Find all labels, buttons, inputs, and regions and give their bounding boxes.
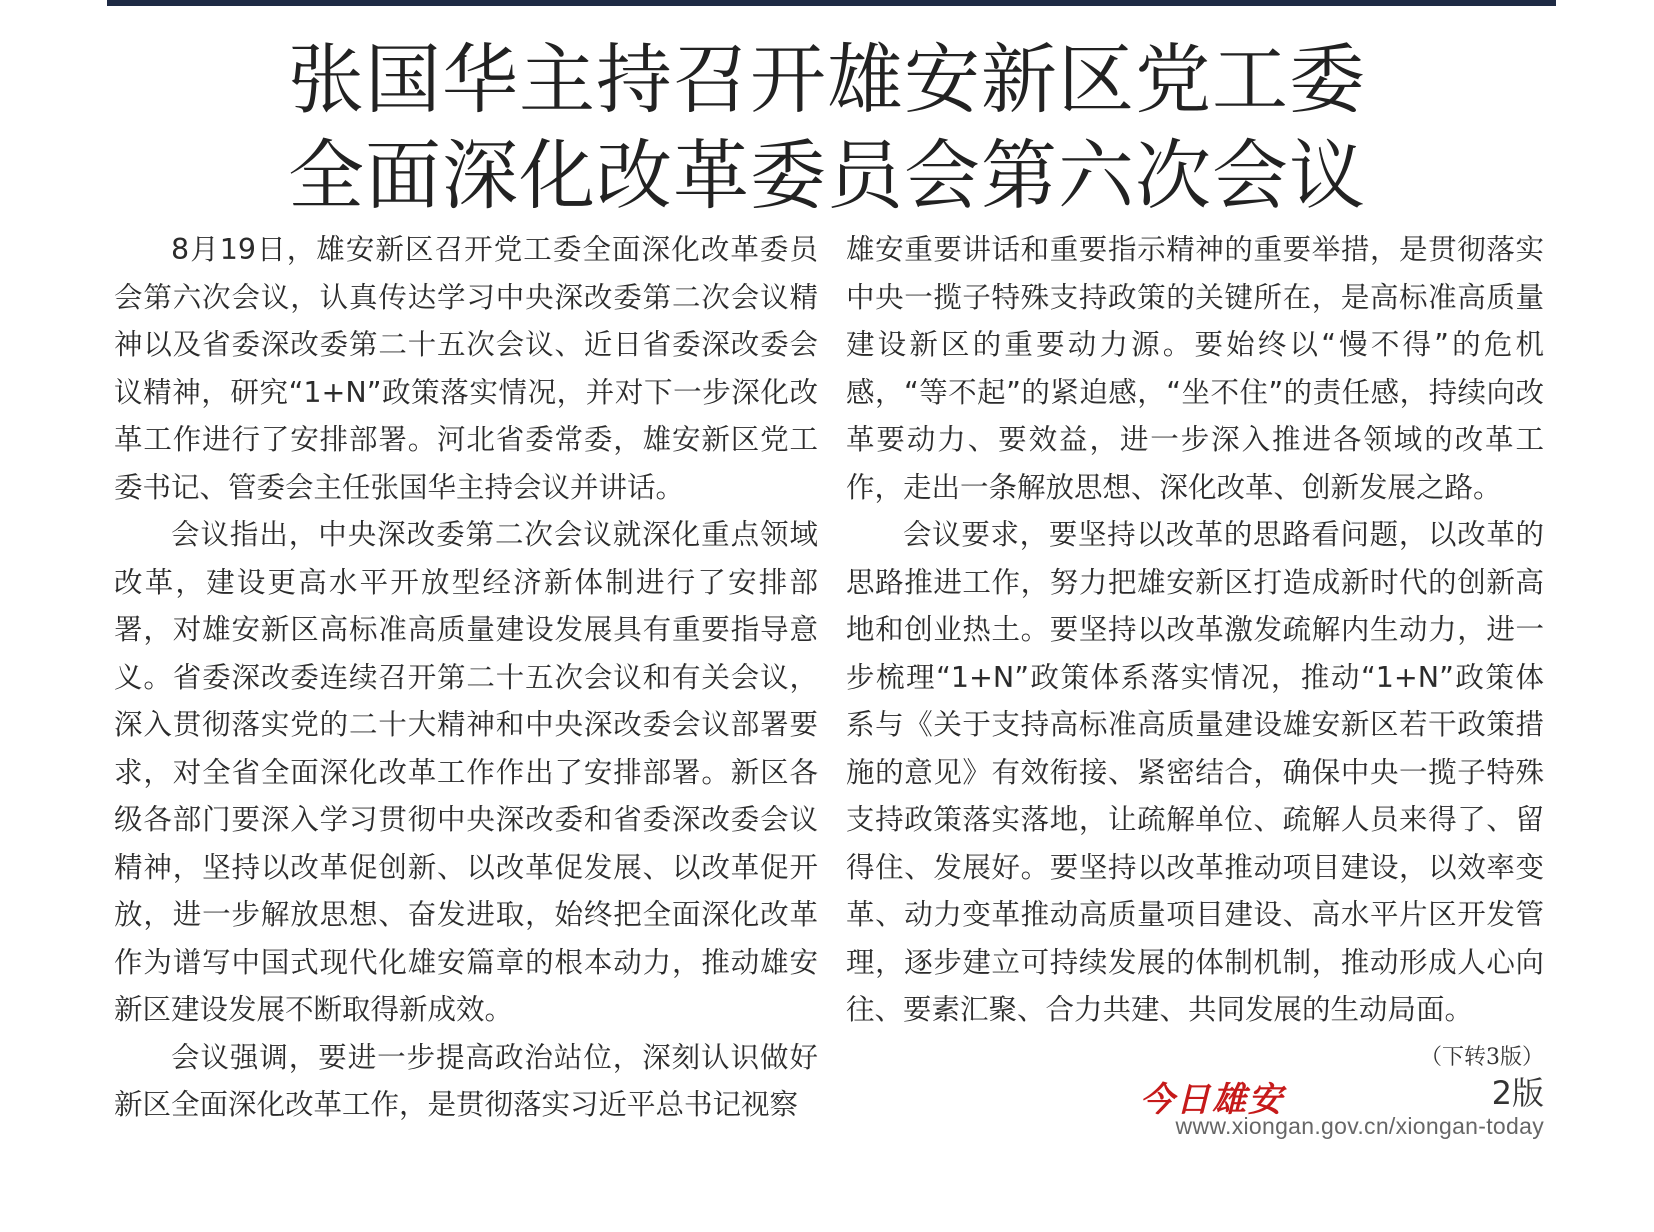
headline-line-1: 张国华主持召开雄安新区党工委 (288, 35, 1366, 124)
top-rule (107, 0, 1556, 6)
masthead (1140, 1072, 1544, 1120)
right-column (846, 226, 1544, 1081)
headline (0, 32, 1654, 224)
continued-note: （下转3版） (1420, 1044, 1544, 1070)
site-url: www.xiongan.gov.cn/xiongan-today (1175, 1113, 1544, 1139)
paragraph: 8月19日，雄安新区召开党工委全面深化改革委员会第六次会议，认真传达学习中央深改委第二次会议精神以及省委深改委第二十五次会议、近日省委深改委会议精神，研究“1+N”政策落实情况，并对下一步深化改革工作进行了安排部署。河北省委常委，雄安新区党工委书记、管委会主任张国华主持会议并讲话。 (114, 233, 818, 504)
left-column (114, 226, 818, 1129)
paragraph: 会议指出，中央深改委第二次会议就深化重点领域改革，建设更高水平开放型经济新体制进行了安排部署，对雄安新区高标准高质量建设发展具有重要指导意义。省委深改委连续召开第二十五次会议和有关会议，深入贯彻落实党的二十大精神和中央深改委会议部署要求，对全省全面深化改革工作作出了安排部署。新区各级各部门要深入学习贯彻中央深改委和省委深改委会议精神，坚持以改革促创新、以改革促发展、以改革促开放，进一步解放思想、奋发进取，始终把全面深化改革作为谱写中国式现代化雄安篇章的根本动力，推动雄安新区建设发展不断取得新成效。 (114, 518, 818, 1026)
page-number: 2版 (1491, 1074, 1544, 1112)
masthead-logo: 今日雄安 (1140, 1080, 1284, 1120)
paragraph: 会议强调，要进一步提高政治站位，深刻认识做好新区全面深化改革工作，是贯彻落实习近平总书记视察 (114, 1040, 818, 1121)
headline-line-2: 全面深化改革委员会第六次会议 (288, 131, 1366, 220)
paragraph-text: 会议要求，要坚持以改革的思路看问题，以改革的思路推进工作，努力把雄安新区打造成新时代的创新高地和创业热土。要坚持以改革激发疏解内生动力，进一步梳理“1+N”政策体系落实情况，推动“1+N”政策体系与《关于支持高标准高质量建设雄安新区若干政策措施的意见》有效衔接、紧密结合，确保中央一揽子特殊支持政策落实落地，让疏解单位、疏解人员来得了、留得住、发展好。要坚持以改革推动项目建设，以效率变革、动力变革推动高质量项目建设、高水平片区开发管理，逐步建立可持续发展的体制机制，推动形成人心向往、要素汇聚、合力共建、共同发展的生动局面。 (846, 518, 1544, 1026)
paragraph (846, 511, 1544, 1070)
paragraph-continuation: 雄安重要讲话和重要指示精神的重要举措，是贯彻落实中央一揽子特殊支持政策的关键所在，是高标准高质量建设新区的重要动力源。要始终以“慢不得”的危机感，“等不起”的紧迫感，“坐不住”的责任感，持续向改革要动力、要效益，进一步深入推进各领域的改革工作，走出一条解放思想、深化改革、创新发展之路。 (846, 233, 1544, 504)
